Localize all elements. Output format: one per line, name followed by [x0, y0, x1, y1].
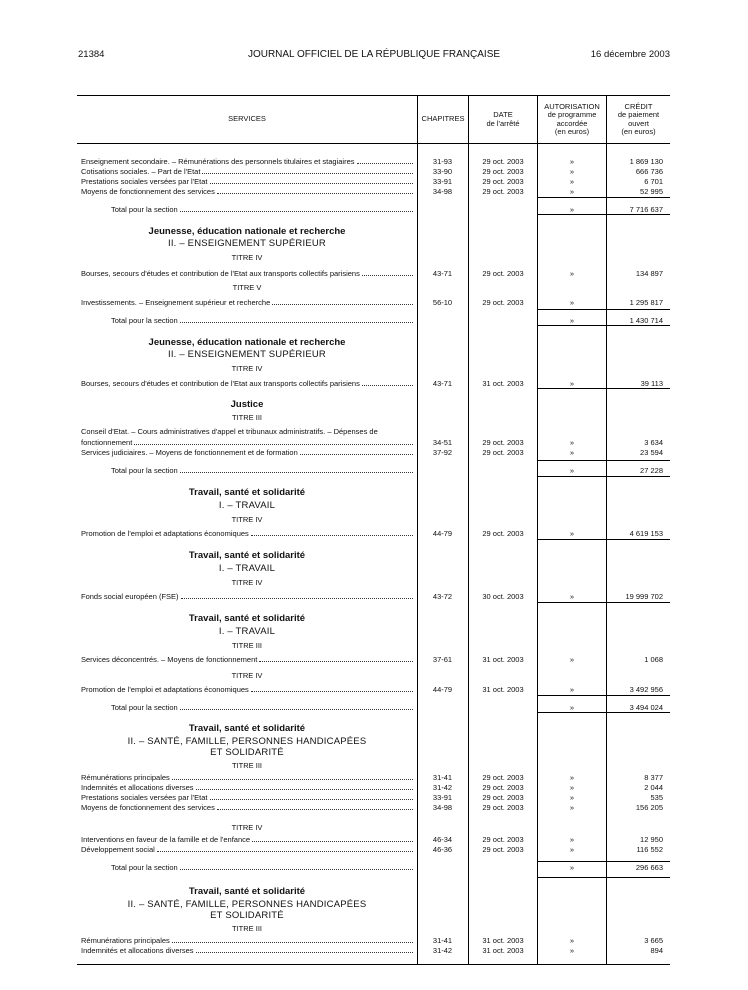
cell-credit: 1 295 817: [629, 298, 663, 307]
leader-dots: [252, 834, 413, 842]
cell-date: 29 oct. 2003: [482, 835, 524, 844]
cell-date: 29 oct. 2003: [482, 298, 524, 307]
cell-chapitre: 37-61: [432, 655, 453, 664]
cell-date: 31 oct. 2003: [482, 685, 524, 694]
cell-autorisation: »: [569, 187, 575, 196]
cell-autorisation: »: [569, 298, 575, 307]
cell-date: 30 oct. 2003: [482, 592, 524, 601]
cell-autorisation: »: [569, 835, 575, 844]
cell-credit: 1 068: [644, 655, 663, 664]
total-row: [77, 315, 670, 326]
cell-autorisation: »: [569, 803, 575, 812]
cell-service: [81, 528, 415, 539]
cell-autorisation: »: [569, 379, 575, 388]
section-titre: TITRE III: [232, 924, 262, 933]
publication-date: 16 décembre 2003: [590, 49, 670, 60]
service-label: Moyens de fonctionnement des services: [81, 803, 215, 812]
section-titre: TITRE IV: [231, 515, 263, 524]
cell-autorisation: »: [569, 448, 575, 457]
cell-chapitre: 44-79: [432, 685, 453, 694]
service-label: Développement social: [81, 845, 155, 854]
cell-credit: 52 995: [640, 187, 663, 196]
cell-chapitre: 33-91: [432, 177, 453, 186]
total-rule: [538, 197, 670, 198]
leader-dots: [210, 176, 414, 184]
cell-chapitre: 31-41: [432, 773, 453, 782]
cell-chapitre: 34-98: [432, 187, 453, 196]
leader-dots: [172, 935, 413, 943]
cell-date: 29 oct. 2003: [482, 448, 524, 457]
cell-date: 29 oct. 2003: [482, 167, 524, 176]
section-titre: TITRE V: [232, 283, 262, 292]
cell-credit: 23 594: [640, 448, 663, 457]
cell-service: [81, 268, 415, 279]
section-ministry: Jeunesse, éducation nationale et recherche: [148, 337, 346, 348]
leader-dots: [180, 702, 413, 710]
cell-date: 29 oct. 2003: [482, 157, 524, 166]
cell-autorisation: »: [569, 466, 575, 475]
service-label: Investissements. – Enseignement supérieur et recherche: [81, 298, 271, 307]
service-label: Services judiciaires. – Moyens de fonctionnement et de formation: [81, 448, 298, 457]
cell-credit: 6 701: [644, 177, 663, 186]
total-rule: [538, 695, 670, 696]
service-label: Indemnités et allocations diverses: [81, 946, 194, 955]
total-rule: [538, 460, 670, 461]
cell-service: [81, 297, 415, 308]
cell-credit: 535: [650, 793, 663, 802]
cell-credit: 39 113: [640, 379, 663, 388]
section-subtitle: I. – TRAVAIL: [218, 626, 276, 637]
cell-chapitre: 31-42: [432, 946, 453, 955]
total-row: [77, 465, 670, 476]
cell-service: [81, 378, 415, 389]
cell-autorisation: »: [569, 592, 575, 601]
cell-autorisation: »: [569, 863, 575, 872]
total-row: [77, 862, 670, 873]
cell-chapitre: 31-42: [432, 783, 453, 792]
section-titre: TITRE III: [232, 413, 262, 422]
cell-autorisation: »: [569, 157, 575, 166]
leader-dots: [196, 945, 413, 953]
cell-autorisation: »: [569, 529, 575, 538]
table-row: [77, 378, 670, 389]
cell-chapitre: 44-79: [432, 529, 453, 538]
service-label: Promotion de l'emploi et adaptations économiques: [81, 529, 249, 538]
cell-chapitre: 43-71: [432, 379, 453, 388]
cell-credit: 27 228: [640, 466, 663, 475]
service-label: Enseignement secondaire. – Rémunérations des personnels titulaires et stagiaires: [81, 157, 355, 166]
cell-chapitre: 56-10: [432, 298, 453, 307]
leader-dots: [180, 862, 413, 870]
leader-dots: [357, 156, 414, 164]
cell-chapitre: 37-92: [432, 448, 453, 457]
cell-service: [81, 447, 415, 458]
cell-autorisation: »: [569, 438, 575, 447]
cell-autorisation: »: [569, 773, 575, 782]
cell-service: [81, 186, 415, 197]
leader-dots: [272, 297, 413, 305]
table-row: [77, 945, 670, 956]
service-label: Total pour la section: [111, 703, 178, 712]
column-header-date: DATE de l'arrêté: [486, 110, 520, 128]
journal-title: JOURNAL OFFICIEL DE LA RÉPUBLIQUE FRANÇAISE: [247, 49, 501, 60]
total-rule: [538, 309, 670, 310]
cell-date: 29 oct. 2003: [482, 773, 524, 782]
section-ministry: Justice: [230, 399, 264, 410]
section-subtitle: II. – ENSEIGNEMENT SUPÉRIEUR: [168, 238, 326, 249]
cell-chapitre: 43-71: [432, 269, 453, 278]
cell-autorisation: »: [569, 936, 575, 945]
section-subtitle: I. – TRAVAIL: [218, 563, 276, 574]
page-number: 21384: [78, 49, 105, 60]
cell-credit: 116 552: [636, 845, 663, 854]
cell-autorisation: »: [569, 703, 575, 712]
cell-date: 29 oct. 2003: [482, 529, 524, 538]
cell-date: 29 oct. 2003: [482, 269, 524, 278]
leader-dots: [134, 437, 413, 445]
column-header-autorisation: AUTORISATION de programme accordée (en euros): [544, 101, 600, 136]
cell-credit: 894: [650, 946, 663, 955]
total-row: [77, 204, 670, 215]
section-titre: TITRE IV: [231, 253, 263, 262]
leader-dots: [300, 447, 413, 455]
cell-chapitre: 31-93: [432, 157, 453, 166]
cell-service: [111, 465, 415, 476]
service-label: Interventions en faveur de la famille et de l'enfance: [81, 835, 251, 844]
section-titre: TITRE III: [232, 641, 262, 650]
service-label: Cotisations sociales. – Part de l'Etat: [81, 167, 201, 176]
service-label: Total pour la section: [111, 316, 178, 325]
service-label: Rémunérations principales: [81, 936, 170, 945]
cell-autorisation: »: [569, 946, 575, 955]
section-ministry: Travail, santé et solidarité: [188, 886, 306, 897]
table-row: [77, 802, 670, 813]
cell-date: 31 oct. 2003: [482, 655, 524, 664]
cell-autorisation: »: [569, 783, 575, 792]
cell-autorisation: »: [569, 205, 575, 214]
cell-date: 29 oct. 2003: [482, 845, 524, 854]
section-subtitle: II. – SANTÉ, FAMILLE, PERSONNES HANDICAPÉES: [127, 899, 367, 910]
leader-dots: [202, 166, 413, 174]
cell-service: [81, 945, 415, 956]
table-row: [77, 447, 670, 458]
leader-dots: [180, 315, 413, 323]
cell-date: 29 oct. 2003: [482, 783, 524, 792]
total-row: [77, 702, 670, 713]
leader-dots: [181, 591, 413, 599]
cell-credit: 134 897: [635, 269, 663, 278]
service-label: fonctionnement: [81, 438, 133, 447]
cell-credit: 12 950: [640, 835, 663, 844]
leader-dots: [196, 782, 413, 790]
cell-chapitre: 34-98: [432, 803, 453, 812]
cell-autorisation: »: [569, 177, 575, 186]
cell-date: 29 oct. 2003: [482, 793, 524, 802]
cell-credit: 7 716 637: [629, 205, 663, 214]
section-subtitle: II. – ENSEIGNEMENT SUPÉRIEUR: [168, 349, 326, 360]
cell-service: [111, 702, 415, 713]
cell-service: [111, 862, 415, 873]
cell-credit: 3 494 024: [629, 703, 663, 712]
cell-service: [81, 654, 415, 665]
cell-chapitre: 46-34: [432, 835, 453, 844]
cell-chapitre: 43-72: [432, 592, 453, 601]
service-label: Total pour la section: [111, 863, 178, 872]
table-row: [77, 297, 670, 308]
column-header-chapitres: CHAPITRES: [421, 114, 465, 124]
cell-credit: 3 665: [644, 936, 663, 945]
cell-service: [81, 591, 415, 602]
table-row: [77, 186, 670, 197]
section-subtitle: II. – SANTÉ, FAMILLE, PERSONNES HANDICAPÉES: [127, 736, 367, 747]
credits-table: [77, 95, 670, 965]
cell-autorisation: »: [569, 685, 575, 694]
cell-autorisation: »: [569, 269, 575, 278]
cell-chapitre: 33-91: [432, 793, 453, 802]
cell-service: [111, 204, 415, 215]
cell-service: [81, 844, 415, 855]
header-separator: [77, 143, 670, 144]
total-rule: [538, 539, 670, 540]
service-label: Rémunérations principales: [81, 773, 170, 782]
table-row: [77, 528, 670, 539]
cell-credit: 1 869 130: [629, 157, 663, 166]
section-titre: TITRE IV: [231, 578, 263, 587]
table-row: [77, 654, 670, 665]
table-row: [77, 844, 670, 855]
section-ministry: Travail, santé et solidarité: [188, 613, 306, 624]
cell-autorisation: »: [569, 167, 575, 176]
cell-chapitre: 34-51: [432, 438, 453, 447]
service-label: Promotion de l'emploi et adaptations économiques: [81, 685, 249, 694]
section-titre: TITRE III: [232, 761, 262, 770]
leader-dots: [180, 204, 413, 212]
service-label: Prestations sociales versées par l'Etat: [81, 793, 208, 802]
service-label: Total pour la section: [111, 205, 178, 214]
leader-dots: [210, 792, 414, 800]
cell-credit: 666 736: [635, 167, 663, 176]
table-row: [77, 591, 670, 602]
table-row: [77, 268, 670, 279]
cell-date: 29 oct. 2003: [482, 803, 524, 812]
cell-credit: 3 634: [644, 438, 663, 447]
service-label: Moyens de fonctionnement des services: [81, 187, 215, 196]
cell-date: 31 oct. 2003: [482, 379, 524, 388]
cell-date: 29 oct. 2003: [482, 187, 524, 196]
cell-credit: 4 619 153: [629, 529, 663, 538]
section-subtitle: ET SOLIDARITÉ: [210, 910, 284, 921]
service-label: Bourses, secours d'études et contribution de l'Etat aux transports collectifs parisiens: [81, 379, 360, 388]
leader-dots: [217, 802, 413, 810]
service-label: Bourses, secours d'études et contribution de l'Etat aux transports collectifs parisiens: [81, 269, 360, 278]
leader-dots: [259, 654, 413, 662]
section-titre: TITRE IV: [231, 671, 263, 680]
row-service-continued: Conseil d'Etat. – Cours administratives d'appel et tribunaux administratifs. – Dépenses de: [81, 427, 378, 436]
leader-dots: [362, 378, 413, 386]
section-subtitle: ET SOLIDARITÉ: [210, 747, 284, 758]
column-header-services: SERVICES: [228, 114, 266, 124]
cell-chapitre: 31-41: [432, 936, 453, 945]
section-ministry: Travail, santé et solidarité: [188, 487, 306, 498]
leader-dots: [172, 772, 413, 780]
section-titre: TITRE IV: [231, 364, 263, 373]
leader-dots: [251, 528, 413, 536]
cell-autorisation: »: [569, 793, 575, 802]
cell-credit: 296 663: [635, 863, 663, 872]
service-label: Prestations sociales versées par l'Etat: [81, 177, 208, 186]
cell-credit: 19 999 702: [625, 592, 663, 601]
cell-date: 31 oct. 2003: [482, 936, 524, 945]
cell-service: [81, 684, 415, 695]
leader-dots: [362, 268, 413, 276]
total-rule: [538, 476, 670, 477]
service-label: Fonds social européen (FSE): [81, 592, 179, 601]
total-rule: [538, 602, 670, 603]
section-ministry: Travail, santé et solidarité: [188, 550, 306, 561]
service-label: Total pour la section: [111, 466, 178, 475]
total-rule: [538, 877, 670, 878]
cell-date: 31 oct. 2003: [482, 946, 524, 955]
cell-service: [81, 802, 415, 813]
table-row: [77, 684, 670, 695]
section-ministry: Jeunesse, éducation nationale et recherche: [148, 226, 346, 237]
cell-autorisation: »: [569, 316, 575, 325]
cell-chapitre: 33-90: [432, 167, 453, 176]
cell-credit: 8 377: [644, 773, 663, 782]
section-subtitle: I. – TRAVAIL: [218, 500, 276, 511]
cell-credit: 2 044: [644, 783, 663, 792]
cell-autorisation: »: [569, 845, 575, 854]
leader-dots: [251, 684, 413, 692]
cell-credit: 1 430 714: [629, 316, 663, 325]
cell-autorisation: »: [569, 655, 575, 664]
leader-dots: [157, 844, 413, 852]
service-label: Services déconcentrés. – Moyens de fonctionnement: [81, 655, 258, 664]
cell-service: [111, 315, 415, 326]
cell-date: 29 oct. 2003: [482, 438, 524, 447]
cell-credit: 3 492 956: [629, 685, 663, 694]
cell-chapitre: 46-36: [432, 845, 453, 854]
cell-credit: 156 205: [635, 803, 663, 812]
service-label: Indemnités et allocations diverses: [81, 783, 194, 792]
leader-dots: [180, 465, 413, 473]
section-ministry: Travail, santé et solidarité: [188, 723, 306, 734]
cell-date: 29 oct. 2003: [482, 177, 524, 186]
column-header-credit: CRÉDIT de paiement ouvert (en euros): [617, 101, 660, 136]
leader-dots: [217, 186, 413, 194]
section-titre: TITRE IV: [231, 823, 263, 832]
